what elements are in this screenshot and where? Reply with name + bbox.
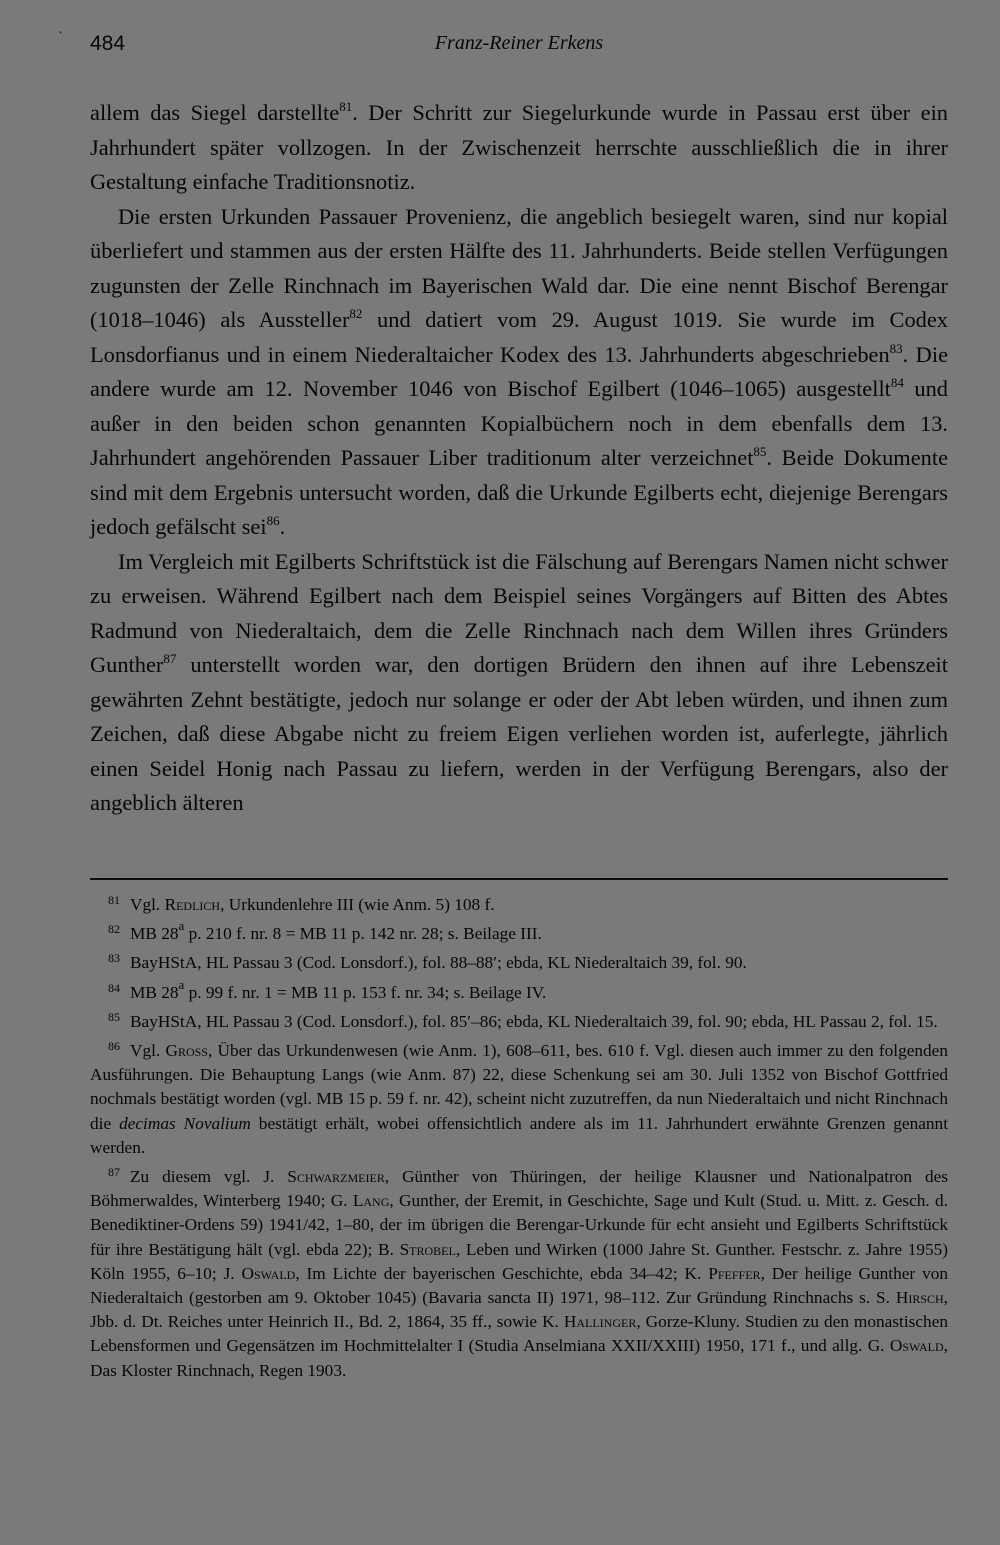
- author-name: Hirsch: [895, 1288, 944, 1308]
- footnote-number: 83: [108, 951, 120, 966]
- text-run: . Die andere wurde am 12. November 1046 von Bischof Egilbert (1046–1065) ausgestellt: [90, 341, 949, 401]
- author-name: Oswald: [889, 1336, 944, 1356]
- text-run: Im Vergleich mit Egilberts Schriftstück ist die Fälschung auf Berengars Namen nicht schwer zu erweisen. Während Egilbert nach dem Beispiel seines Vorgängers auf Bitten des Abtes Radmund von Niederaltaich, dem die Zelle Rinchnach nach dem Willen ihres Gründers Gunther: [90, 548, 948, 677]
- text-run: BayHStA, HL Passau 3 (Cod. Lonsdorf.), fol. 88–88′; ebda, KL Niederaltaich 39, fol. 90.: [130, 953, 747, 973]
- text-run: , Über das Urkundenwesen (wie Anm. 1), 608–611, bes. 610 f. Vgl. diesen auch immer zu den folgenden Ausführungen. Die Behauptung Langs (wie Anm. 87) 22, diese Schenkung sei am 30. Juli 1352 von Bischof Gottfried nochmals bestätigt worden (vgl. MB 15 p. 59 f. nr. 42), scheint nicht zuzutreffen, da nun Niederaltaich und nicht Rinchnach die: [90, 1041, 948, 1133]
- text-run: , Der heilige Gunther von Niederaltaich (gestorben am 9. Oktober 1045) (Bavaria sancta II) 1971, 98–112. Zur Gründung Rinchnachs s. S.: [90, 1263, 948, 1308]
- author-name: Gross: [165, 1041, 208, 1061]
- paragraph-1: [90, 96, 948, 200]
- text-run: p. 99 f. nr. 1 = MB 11 p. 153 f. nr. 34; s. Beilage IV.: [184, 982, 547, 1002]
- footnote-81: [90, 888, 948, 917]
- footnote-ref-82: 82: [349, 306, 363, 321]
- author-name: Hallinger: [563, 1312, 637, 1332]
- text-run: , Leben und Wirken (1000 Jahre St. Gunther. Festschr. z. Jahre 1955) Köln 1955, 6–10; J.: [90, 1239, 949, 1283]
- main-text: [90, 96, 948, 821]
- text-run: , Gunther, der Eremit, in Geschichte, Sage und Kult (Stud. u. Mitt. z. Gesch. d. Benediktiner-Ordens 59) 1941/42, 1–80, der im übrigen die Berengar-Urkunde für echt ansieht und Egilberts Schriftstück für ihre Bestätigung hält (vgl. ebda 22); B.: [90, 1191, 948, 1259]
- text-run: . Der Schritt zur Siegelurkunde wurde in Passau erst über ein Jahrhundert später vollzogen. In der Zwischenzeit herrschte ausschließlich die in ihrer Gestaltung einfache Traditionsnotiz.: [90, 100, 949, 194]
- text-run: , Günther von Thüringen, der heilige Klausner und Nationalpatron des Böhmerwaldes, Winterberg 1940; G.: [90, 1167, 948, 1211]
- author-name: Schwarzmeier: [287, 1167, 385, 1187]
- text-run: und außer in den beiden schon genannten Kopialbüchern noch in dem ebenfalls dem 13. Jahrhundert angehörenden Passauer Liber traditionum alter verzeichnet: [90, 376, 948, 470]
- footnote-82: [90, 917, 948, 946]
- text-run: , Urkundenlehre III (wie Anm. 5) 108 f.: [220, 895, 495, 914]
- text-run: und datiert vom 29. August 1019. Sie wurde im Codex Lonsdorfianus und in einem Niederaltaicher Kodex des 13. Jahrhunderts abgeschrieben: [90, 307, 948, 367]
- text-run: Vgl.: [130, 1041, 166, 1061]
- footnote-83: [90, 946, 948, 975]
- text-run: Vgl.: [130, 895, 165, 914]
- text-run: .: [279, 514, 286, 539]
- footnotes: [90, 888, 948, 1383]
- footnote-number: 86: [108, 1039, 120, 1054]
- footnote-87: [90, 1160, 948, 1383]
- text-run: bestätigt erhält, wobei offensichtlich andere als im 11. Jahrhundert erwähnte Grenzen genannt werden.: [90, 1113, 948, 1157]
- author-name: Strobel: [399, 1239, 456, 1259]
- footnote-ref-86: 86: [266, 513, 280, 528]
- running-head-author: Franz-Reiner Erkens: [434, 32, 604, 54]
- page-number: 484: [90, 32, 126, 55]
- footnote-ref-85: 85: [753, 444, 767, 459]
- italic-term: decimas Novalium: [119, 1113, 251, 1133]
- footnote-number: 81: [108, 893, 120, 907]
- text-run: MB 28: [130, 982, 179, 1002]
- text-run: BayHStA, HL Passau 3 (Cod. Lonsdorf.), fol. 85′–86; ebda, KL Niederaltaich 39, fol. 90; ebda, HL Passau 2, fol. 15.: [130, 1011, 938, 1031]
- author-name: Lang: [352, 1191, 390, 1211]
- text-run: . Beide Dokumente sind mit dem Ergebnis untersucht worden, daß die Urkunde Egilberts echt, diejenige Berengars jedoch gefälscht sei: [90, 445, 949, 539]
- footnote-number: 84: [108, 980, 120, 995]
- footnote-ref-81: 81: [339, 99, 353, 114]
- running-header: [58, 30, 948, 64]
- paragraph-3: [90, 545, 948, 821]
- footnote-number: 87: [108, 1165, 120, 1180]
- footnote-ref-83: 83: [889, 340, 903, 356]
- footnote-separator: [90, 878, 948, 880]
- footnote-84: [90, 976, 948, 1005]
- text-run: p. 210 f. nr. 8 = MB 11 p. 142 nr. 28; s. Beilage III.: [184, 924, 542, 944]
- text-run: unterstellt worden war, den dortigen Brüdern den ihnen auf ihre Lebenszeit gewährten Zehnt bestätigte, jedoch nur solange er oder der Abt leben würden, und ihnen zum Zeichen, daß diese Abgabe nicht zu freiem Eigen verliehen worden ist, auferlegte, jährlich einen Seidel Honig nach Passau zu liefern, werden in der Verfügung Berengars, also der angeblich älteren: [90, 652, 948, 815]
- footnote-number: 82: [108, 922, 120, 937]
- footnote-number: 85: [108, 1009, 120, 1024]
- text-run: , Im Lichte der bayerischen Geschichte, ebda 34–42; K.: [295, 1263, 709, 1283]
- author-name: Redlich: [164, 895, 221, 914]
- footnote-86: [90, 1034, 948, 1160]
- footnote-85: [90, 1005, 948, 1034]
- footnote-ref-84: 84: [890, 375, 904, 390]
- superscript: a: [178, 918, 185, 934]
- superscript: a: [178, 976, 185, 992]
- author-name: Pfeffer: [708, 1263, 761, 1283]
- text-run: Zu diesem vgl. J.: [130, 1167, 288, 1187]
- footnote-ref-87: 87: [163, 651, 177, 666]
- author-name: Oswald: [241, 1263, 296, 1283]
- text-run: , Gorze-Kluny. Studien zu den monastischen Lebensformen und Gegensätzen im Hochmittelalter I (Studia Anselmiana XXII/XXIII) 1950, 171 f., und allg. G.: [90, 1312, 949, 1356]
- text-run: MB 28: [130, 924, 179, 944]
- margin-mark: `: [58, 30, 63, 45]
- text-run: , Das Kloster Rinchnach, Regen 1903.: [90, 1336, 948, 1380]
- text-run: Die ersten Urkunden Passauer Provenienz, die angeblich besiegelt waren, sind nur kopial überliefert und stammen aus der ersten Hälfte des 11. Jahrhunderts. Beide stellen Verfügungen zugunsten der Zelle Rinchnach im Bayerischen Wald dar. Die eine nennt Bischof Berengar (1018–1046) als Aussteller: [90, 203, 948, 332]
- paragraph-2: [90, 200, 948, 545]
- text-run: , Jbb. d. Dt. Reiches unter Heinrich II., Bd. 2, 1864, 35 ff., sowie K.: [90, 1288, 948, 1332]
- text-run: allem das Siegel darstellte: [90, 100, 340, 125]
